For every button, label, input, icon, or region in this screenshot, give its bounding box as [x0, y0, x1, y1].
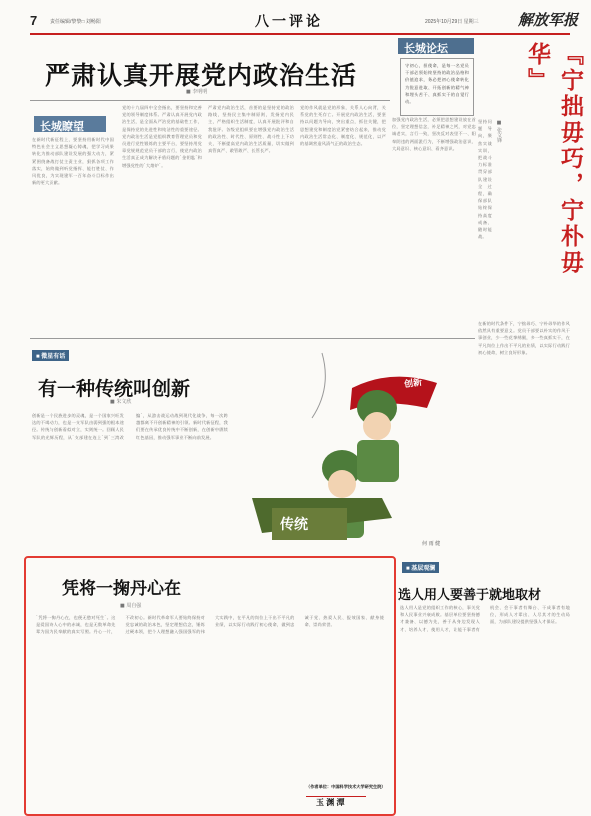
right-title: 选人用人要善于就地取材 [398, 587, 542, 602]
forum-text: 坚持问题导向，聚焦实战实训，把战斗力标准贯穿部队建设全过程，确保部队始终保持高度戒备、随时能战。 [478, 119, 492, 240]
boxed-article-seal [306, 796, 366, 809]
boxed-article-ending: （作者单位：中国科学技术大学研究生院） [306, 784, 386, 789]
section-divider [30, 338, 475, 339]
title-divider [30, 100, 390, 101]
boxed-article-seal-text: 玉 渊 潭 [316, 798, 345, 807]
main-article-byline: ■ 李明明 [186, 89, 208, 95]
vertical-byline: ■ 张文锋 [496, 120, 502, 143]
corner-label-text: 长城瞭望 [40, 121, 84, 133]
main-article-col1: 党的十九届四中全会指出，要坚持和完善党的领导制度体系。严肃认真开展党内政治生活，是全面从严治党的基础性工作，是保持党的先进性和纯洁性的重要途径。党内政治生活是党组织教育管理党员和党员进行党性锻炼的主要平台，要坚持用党章党规规范党员干部的言行，使党内政治生活真正成为解决矛盾问题的`金钥匙`和增强党性的`大熔炉`。 [122, 105, 202, 168]
editor-info: 责任编辑/黎黎□ 刘畅阳 [50, 19, 101, 25]
feature-kicker: ■ 微星有话 [32, 350, 69, 361]
vertical-title: 『宁拙毋巧，宁朴毋华』 [525, 42, 584, 276]
feature-title: 有一种传统叫创新 [38, 379, 191, 400]
feature-text: 创新是一个民族进步的灵魂，是一个国家兴旺发达的不竭动力，也是一支军队由弱到强的根本途径。传统与创新看似对立，实则统一。回顾人民军队的光辉历程，从`支部建在连上`到`三湾改编`，从游击战运动战到现代化战争，每一次跨越都离不开创新精神的引领。新时代新征程，我们要在传承优良传统中不断创新，在创新中赓续红色基因，推动强军事业不断向前发展。 [32, 413, 228, 440]
illustration [232, 348, 472, 552]
masthead-divider [30, 33, 570, 35]
newspaper-logo: 解放军报 [518, 11, 579, 29]
boxed-article-title: 凭将一掬丹心在 [62, 579, 181, 598]
illustration-banner-text: 创新 [403, 376, 423, 390]
right-kicker: ■ 基层观澜 [402, 562, 439, 573]
illustration-credit: 何 雨 健 [422, 541, 441, 547]
masthead [0, 0, 591, 34]
main-article-col4: 加强党内政治生活，必须把思想建设放在首位，坚定理想信念，补足精神之钙，对党忠诚老实，言行一致，坚决反对表里不一、阳奉阴违的两面派行为，不断增强政治意识、大局意识、核心意识、看齐意识。 [392, 117, 476, 151]
forum-label-text: 长城论坛 [404, 43, 448, 55]
main-article-title: 严肃认真开展党内政治生活 [45, 62, 358, 90]
vertical-text: 在新的时代条件下，宁拙毋巧、宁朴毋华的作风依然具有重要意义。党员干部要以朴实的作风干事创业，少一些花拳绣腿，多一些真抓实干，在平凡岗位上作出不平凡的业绩，以实际行动践行初心使命，树立良好形象。 [478, 321, 570, 355]
boxed-article-text: `凭将一掬丹心在，也便无愁对死生`。这是爱国诗人心中的赤诚，也是无数革命先辈为国为民奉献的真实写照。丹心一片，不改初心。新时代革命军人要始终保持对党忠诚的政治本色，坚定理想信念，锤炼过硬本领，把个人理想融入强国强军的伟大实践中，在平凡的岗位上干出不平凡的业绩，以实际行动践行初心使命，做到忠诚于党、热爱人民、报效国家、献身使命、崇尚荣誉。 [36, 615, 384, 635]
boxed-article-byline: ■ 周自强 [120, 603, 142, 609]
section-title: 八一评论 [255, 13, 323, 29]
issue-date: 2025年10月29日 星期三 [425, 19, 479, 25]
forum-quote: 守初心，担使命，是每一名党员干部必须始终坚持的政治品格和价值追求，务必把初心使命转化为锐意进取、开拓创新的精气神和埋头苦干、真抓实干的自觉行动。 [405, 63, 469, 105]
main-article-col2: 严肃党内政治生活，首要的是坚持党的政治路线，坚持民主集中制原则，发扬党内民主，严格组织生活制度，认真开展批评和自我批评。各级党组织要在增强党内政治生活的政治性、时代性、原则性、战斗性上下功夫，不断提高党内政治生活质量，切实做到真管真严、敢管敢严、长管长严。 [208, 105, 294, 154]
illustration-label: 传统 [280, 516, 308, 532]
feature-byline: ■ 朱文欣 [110, 399, 132, 405]
main-article-col3: 党的作风就是党的形象，关系人心向背，关系党的生死存亡。开展党内政治生活，要坚持以问题为导向，突出重点，抓住关键，把思想建党和制度治党紧密结合起来，推动党内政治生活常态化、制度化、规范化，以严的基调营造风清气正的政治生态。 [300, 105, 386, 147]
right-text: 选人用人是党的组织工作的核心，事关党和人民事业兴衰成败。基层单位要坚持德才兼备、以德为先，善于从身边发现人才、培养人才、使用人才，让能干事者有机会、会干事者有舞台、干成事者有地位，形成人才辈出、人尽其才的生动局面，为部队建设提供坚强人才保证。 [400, 605, 570, 632]
forum-quote-box [400, 58, 474, 116]
corner-text: 在新时代新征程上，要坚持用新时代中国特色社会主义思想凝心铸魂，把学习成果转化为推动部队建设发展的强大动力，紧紧围绕备战打仗主责主业，狠抓各项工作落实，始终做到听党指挥、能打胜仗、作风优良，为实现建军一百年奋斗目标作出新的更大贡献。 [32, 137, 114, 186]
corner-label [34, 116, 106, 132]
page-number: 7 [30, 13, 38, 28]
forum-label [398, 38, 474, 54]
illustration-artwork [232, 348, 472, 552]
